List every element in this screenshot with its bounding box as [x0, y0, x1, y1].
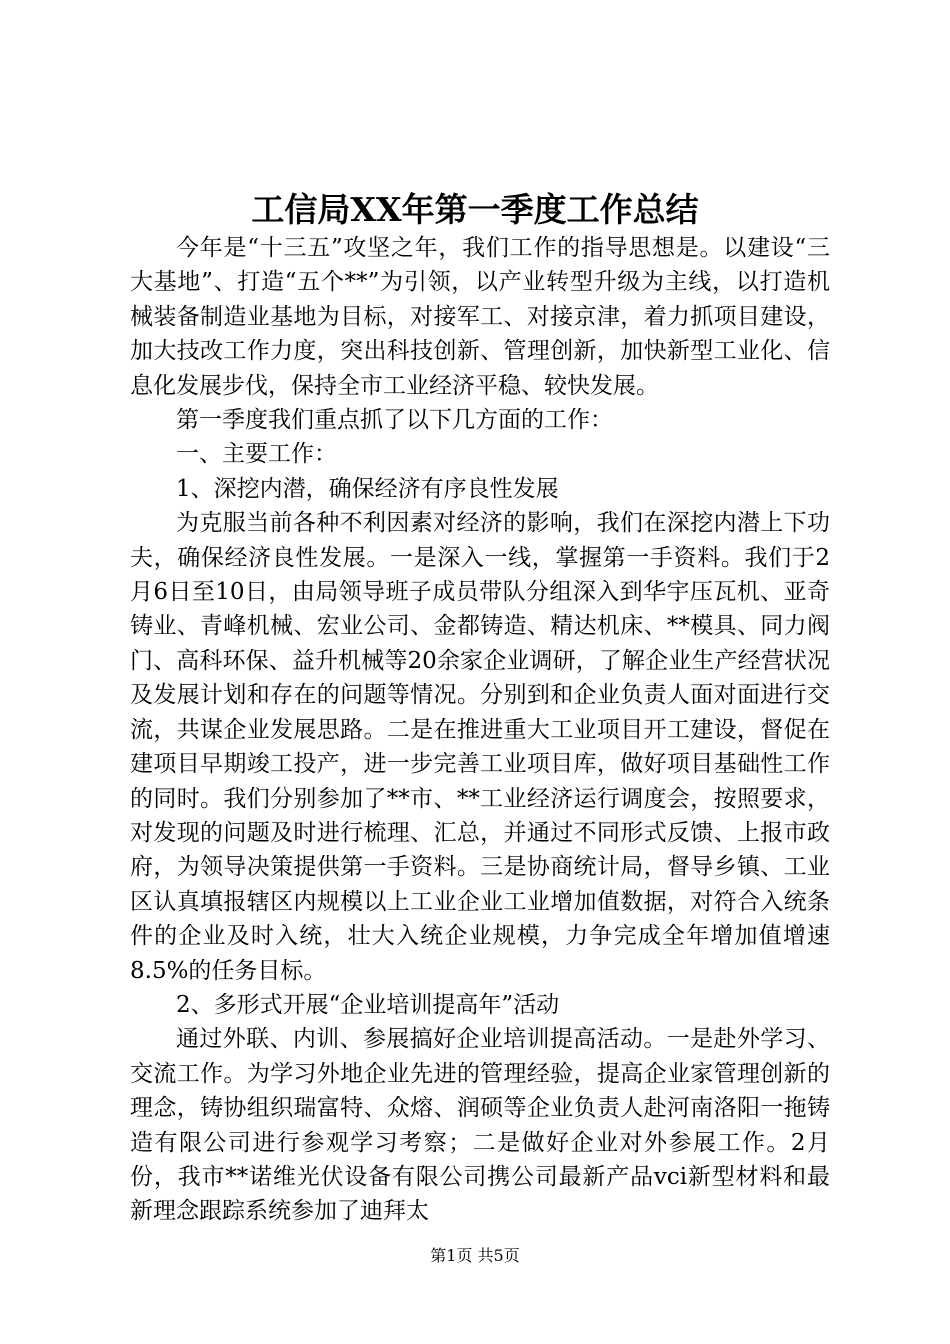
subsection-heading-2: 2、多形式开展“企业培训提高年”活动 [176, 991, 560, 1018]
paragraph-lead-in: 第一季度我们重点抓了以下几方面的工作： [176, 407, 613, 434]
paragraph-subsection-1: 为克服当前各种不利因素对经济的影响，我们在深挖内潜上下功夫，确保经济良性发展。一是深入一线，掌握第一手资料。我们于2月6日至10日，由局领导班子成员带队分组深入到华宇压瓦机、亚奇铸业、青峰机械、宏业公司、金都铸造、精达机床、**模具、同力阀门、高科环保、益升机械等20余家企业调研，了解企业生产经营状况及发展计划和存在的问题等情况。分别到和企业负责人面对面进行交流，共谋企业发展思路。二是在推进重大工业项目开工建设，督促在建项目早期竣工投产，进一步完善工业项目库，做好项目基础性工作的同时。我们分别参加了**市、**工业经济运行调度会，按照要求，对发现的问题及时进行梳理、汇总，并通过不同形式反馈、上报市政府，为领导决策提供第一手资料。三是协商统计局，督导乡镇、工业区认真填报辖区内规模以上工业企业工业增加值数据，对符合入统条件的企业及时入统，壮大入统企业规模，力争完成全年增加值增速8.5%的任务目标。 [130, 510, 830, 984]
page-footer: 第1页 共5页 [430, 1246, 520, 1265]
subsection-heading-1: 1、深挖内潜，确保经济有序良性发展 [176, 475, 559, 502]
section-heading-main-work: 一、主要工作： [176, 441, 337, 468]
document-body [130, 231, 830, 1229]
document-title: 工信局XX年第一季度工作总结 [251, 190, 699, 229]
paragraph-subsection-2: 通过外联、内训、参展搞好企业培训提高活动。一是赴外学习、交流工作。为学习外地企业先进的管理经验，提高企业家管理创新的理念，铸协组织瑞富特、众熔、润硕等企业负责人赴河南洛阳一拖铸造有限公司进行参观学习考察；二是做好企业对外参展工作。2月份，我市**诺维光伏设备有限公司携公司最新产品vci新型材料和最新理念跟踪系统参加了迪拜太 [130, 1026, 830, 1225]
paragraph-intro: 今年是“十三五”攻坚之年，我们工作的指导思想是。以建设“三大基地”、打造“五个**”为引领，以产业转型升级为主线，以打造机械装备制造业基地为目标，对接军工、对接京津，着力抓项目建设，加大技改工作力度，突出科技创新、管理创新，加快新型工业化、信息化发展步伐，保持全市工业经济平稳、较快发展。 [130, 235, 830, 399]
